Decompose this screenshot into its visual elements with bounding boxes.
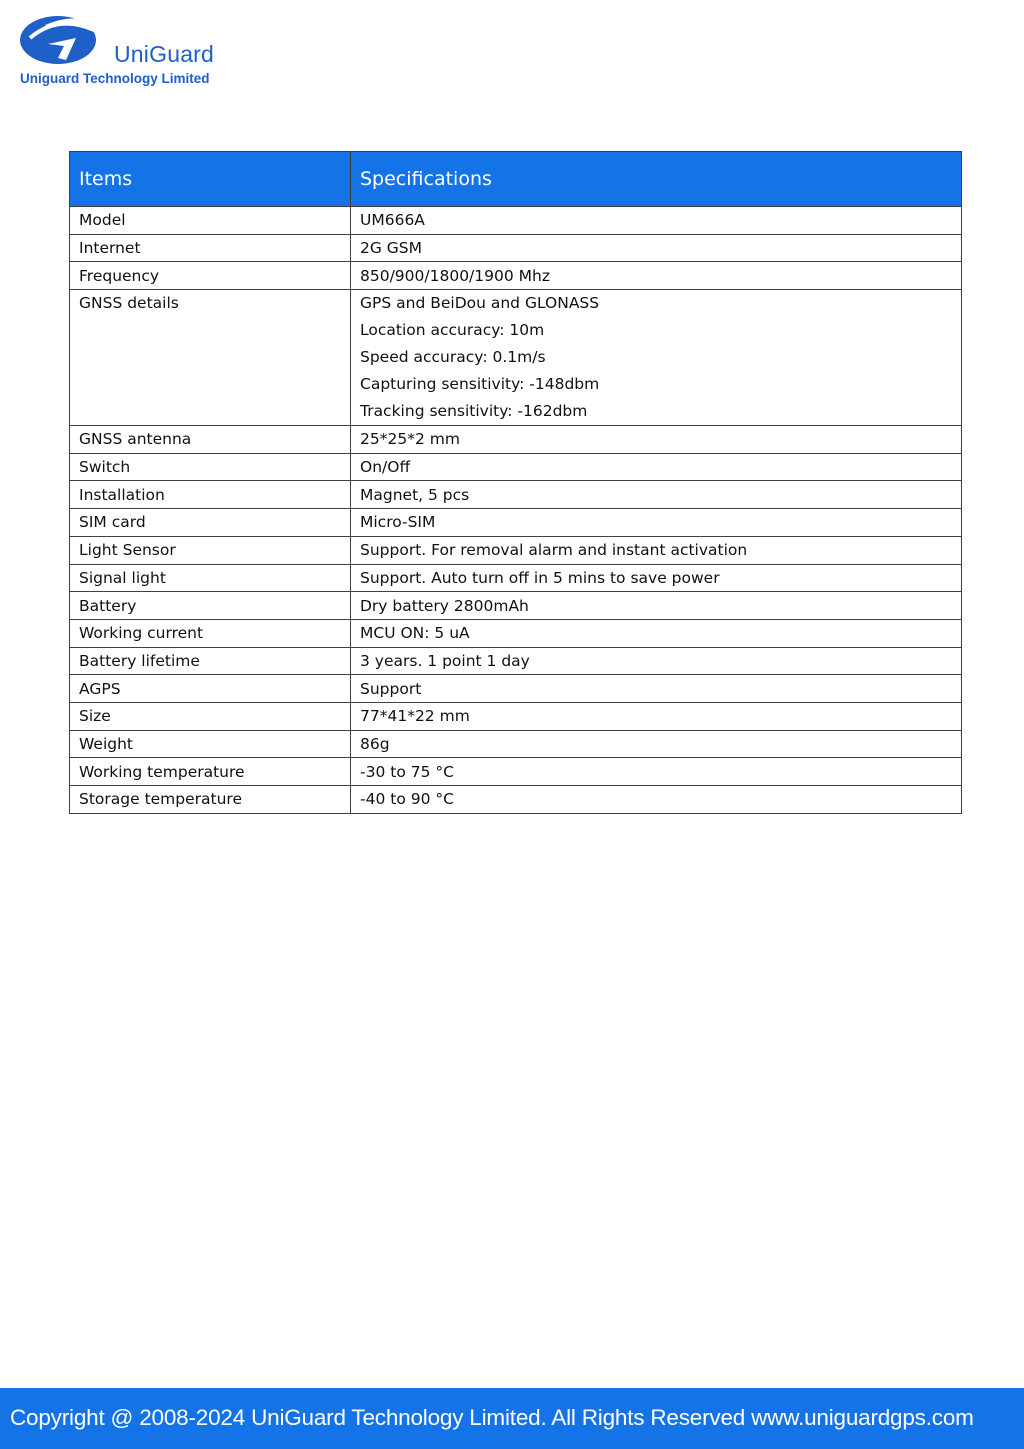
- table-row: [70, 426, 962, 454]
- spec-cell: [351, 290, 962, 426]
- table-row: [70, 207, 962, 235]
- item-cell: Internet: [70, 234, 351, 262]
- table-row: [70, 290, 962, 426]
- header-items: Items: [70, 152, 351, 207]
- item-cell: Installation: [70, 481, 351, 509]
- table-row: [70, 592, 962, 620]
- table-row: [70, 453, 962, 481]
- item-cell: Frequency: [70, 262, 351, 290]
- spec-line: Tracking sensitivity: -162dbm: [360, 402, 588, 421]
- item-cell: Size: [70, 702, 351, 730]
- spec-cell: -40 to 90 °C: [351, 786, 962, 814]
- spec-cell: 25*25*2 mm: [351, 426, 962, 454]
- table-row: [70, 619, 962, 647]
- logo-brand-name: UniGuard: [114, 41, 215, 67]
- item-cell: AGPS: [70, 675, 351, 703]
- table-row: [70, 564, 962, 592]
- spec-line: Speed accuracy: 0.1m/s: [360, 348, 546, 367]
- spec-line: Location accuracy: 10m: [360, 321, 545, 340]
- specifications-table: [69, 151, 962, 814]
- spec-cell: Support. For removal alarm and instant activation: [351, 536, 962, 564]
- item-cell: Weight: [70, 730, 351, 758]
- table-row: [70, 481, 962, 509]
- table-row: [70, 786, 962, 814]
- spec-cell: 3 years. 1 point 1 day: [351, 647, 962, 675]
- uniguard-logo-icon: [18, 8, 118, 68]
- table-row: [70, 262, 962, 290]
- item-cell: Storage temperature: [70, 786, 351, 814]
- item-cell: Battery lifetime: [70, 647, 351, 675]
- item-label: GNSS details: [79, 294, 179, 313]
- table-row: [70, 675, 962, 703]
- spec-cell: Support: [351, 675, 962, 703]
- spec-cell: 2G GSM: [351, 234, 962, 262]
- header-specifications: Specifications: [351, 152, 962, 207]
- table-row: [70, 730, 962, 758]
- spec-line: GPS and BeiDou and GLONASS: [360, 294, 600, 313]
- item-cell: Working temperature: [70, 758, 351, 786]
- table-row: [70, 647, 962, 675]
- item-cell: Switch: [70, 453, 351, 481]
- table-row: [70, 234, 962, 262]
- spec-cell: 86g: [351, 730, 962, 758]
- spec-cell: Magnet, 5 pcs: [351, 481, 962, 509]
- spec-cell: 77*41*22 mm: [351, 702, 962, 730]
- item-cell: GNSS antenna: [70, 426, 351, 454]
- spec-cell: Micro-SIM: [351, 509, 962, 537]
- spec-line: Capturing sensitivity: -148dbm: [360, 375, 600, 394]
- item-cell: Model: [70, 207, 351, 235]
- table-row: [70, 702, 962, 730]
- spec-cell: Support. Auto turn off in 5 mins to save power: [351, 564, 962, 592]
- spec-cell: -30 to 75 °C: [351, 758, 962, 786]
- footer-copyright: Copyright @ 2008-2024 UniGuard Technology Limited. All Rights Reserved www.uniguardgps.com: [10, 1405, 974, 1430]
- item-cell: SIM card: [70, 509, 351, 537]
- item-cell: [70, 290, 351, 426]
- item-cell: Signal light: [70, 564, 351, 592]
- spec-cell: Dry battery 2800mAh: [351, 592, 962, 620]
- company-logo: [18, 8, 238, 84]
- spec-cell: On/Off: [351, 453, 962, 481]
- table-header-row: [70, 152, 962, 207]
- table-body: [70, 207, 962, 814]
- item-cell: Working current: [70, 619, 351, 647]
- footer-bar: [0, 1388, 1024, 1449]
- logo-company-subtitle: Uniguard Technology Limited: [20, 71, 210, 86]
- table-row: [70, 758, 962, 786]
- table-row: [70, 509, 962, 537]
- spec-cell: MCU ON: 5 uA: [351, 619, 962, 647]
- spec-cell: 850/900/1800/1900 Mhz: [351, 262, 962, 290]
- item-cell: Battery: [70, 592, 351, 620]
- table-row: [70, 536, 962, 564]
- spec-cell: UM666A: [351, 207, 962, 235]
- item-cell: Light Sensor: [70, 536, 351, 564]
